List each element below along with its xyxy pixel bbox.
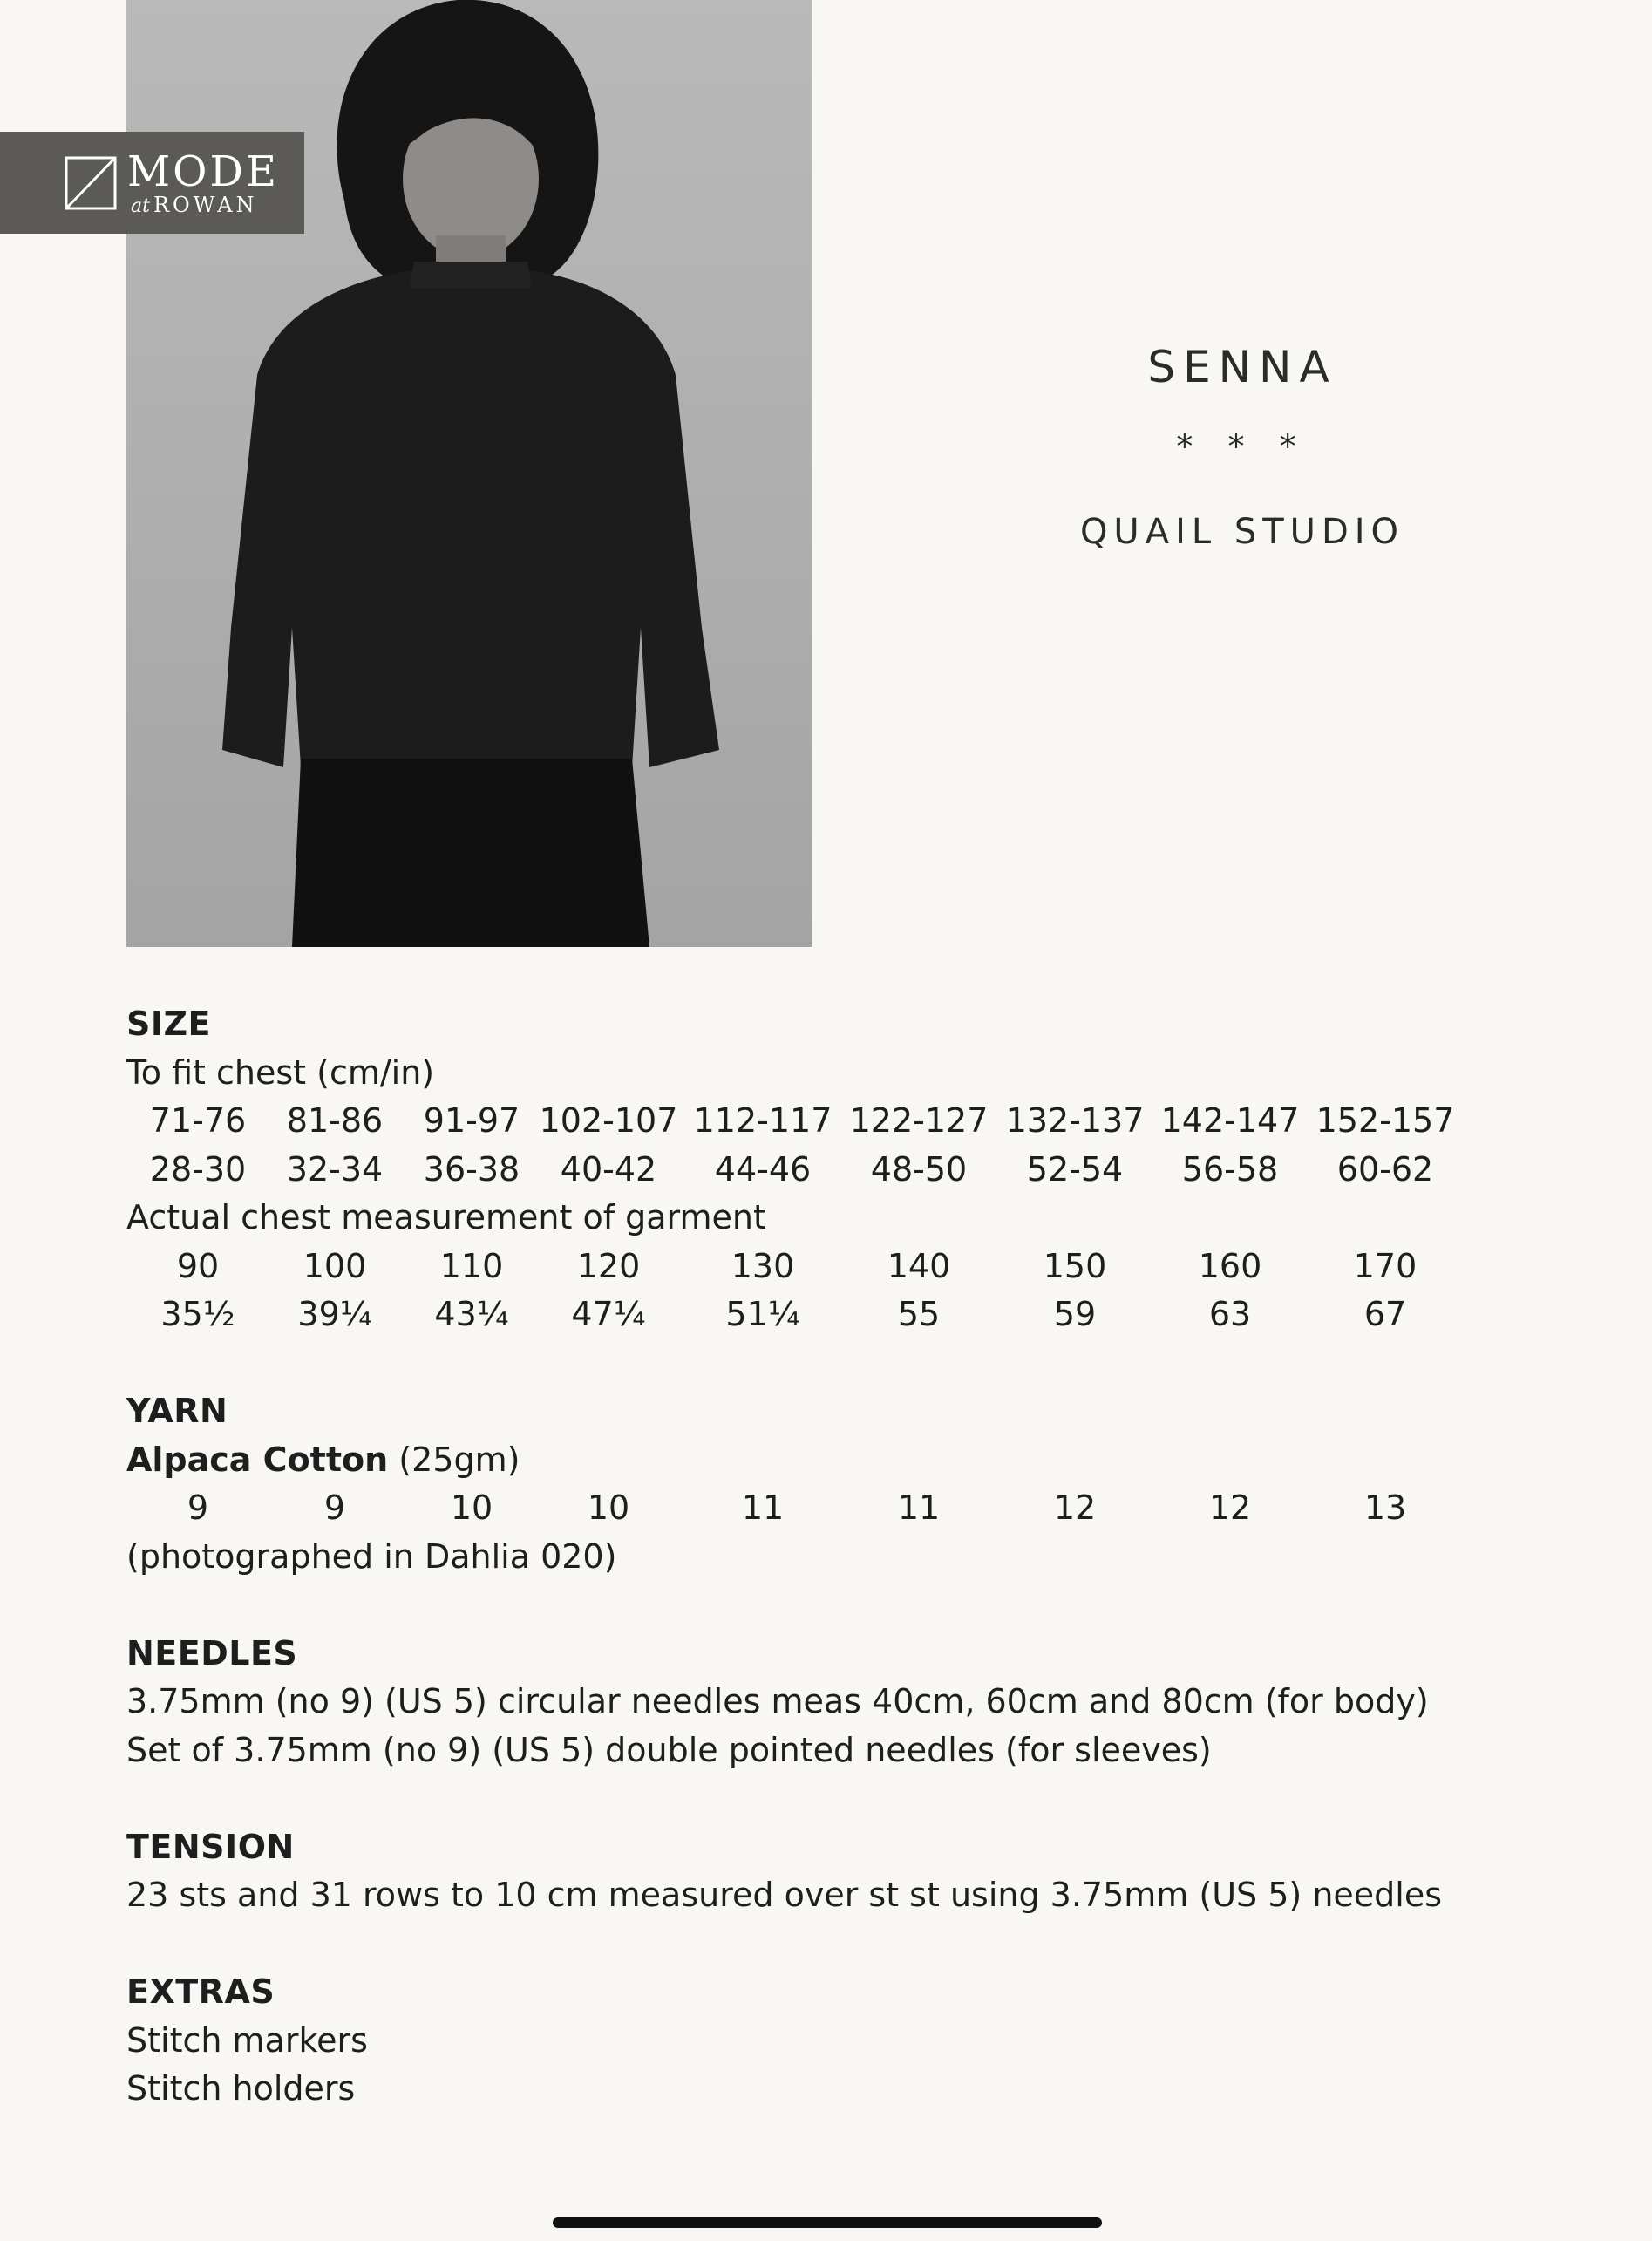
yarn-name: Alpaca Cotton — [126, 1440, 389, 1479]
actual-chest-in-row — [126, 1291, 1521, 1339]
size-column-value: 40-42 — [560, 1149, 657, 1189]
size-column-value: 67 — [1363, 1295, 1407, 1333]
size-column-value: 100 — [303, 1246, 367, 1285]
size-column-value: 90 — [176, 1246, 220, 1285]
size-column-value: 56-58 — [1181, 1149, 1279, 1189]
fit-chest-cm-row — [126, 1097, 1521, 1146]
size-column-value: 11 — [897, 1488, 941, 1527]
actual-chest-cm-row — [126, 1243, 1521, 1291]
needles-line: Set of 3.75mm (no 9) (US 5) double pointed needles (for sleeves) — [126, 1730, 1212, 1769]
size-column-value: 12 — [1208, 1488, 1252, 1527]
size-column-value: 120 — [576, 1246, 641, 1285]
size-column-value: 130 — [731, 1246, 795, 1285]
needles-line: 3.75mm (no 9) (US 5) circular needles meas 40cm, 60cm and 80cm (for body) — [126, 1682, 1429, 1720]
logo-sub-name: ROWAN — [153, 193, 258, 217]
tension-text: 23 sts and 31 rows to 10 cm measured over st st using 3.75mm (US 5) needles — [126, 1876, 1443, 1914]
size-column-value: 160 — [1198, 1246, 1262, 1285]
size-column-value: 142-147 — [1160, 1101, 1300, 1140]
size-column-value: 11 — [741, 1488, 785, 1527]
pattern-details — [126, 1000, 1521, 2114]
size-column-value: 122-127 — [849, 1101, 989, 1140]
logo-subtitle — [131, 194, 258, 218]
logo-prefix: at — [131, 195, 150, 217]
pattern-title: SENNA — [1147, 342, 1337, 392]
size-column-value: 59 — [1053, 1295, 1097, 1333]
yarn-heading: YARN — [126, 1392, 228, 1430]
yarn-note: (photographed in Dahlia 020) — [126, 1536, 617, 1576]
brand-logo — [0, 132, 304, 234]
size-column-value: 10 — [450, 1488, 493, 1527]
size-column-value: 91-97 — [423, 1101, 520, 1140]
extras-heading: EXTRAS — [126, 1972, 275, 2011]
size-column-value: 32-34 — [286, 1149, 384, 1189]
extras-item: Stitch markers — [126, 2020, 368, 2060]
title-stars: * * * — [1176, 427, 1309, 466]
size-column-value: 81-86 — [286, 1101, 384, 1140]
size-column-value: 55 — [897, 1295, 941, 1333]
size-column-value: 47¼ — [571, 1295, 646, 1333]
size-column-value: 52-54 — [1026, 1149, 1124, 1189]
size-column-value: 39¼ — [297, 1295, 372, 1333]
logo-mark-icon — [65, 156, 117, 210]
size-column-value: 132-137 — [1005, 1101, 1145, 1140]
size-column-value: 28-30 — [149, 1149, 247, 1189]
size-column-value: 36-38 — [423, 1149, 520, 1189]
yarn-name-line — [126, 1436, 1521, 1485]
size-column-value: 140 — [887, 1246, 951, 1285]
extras-item: Stitch holders — [126, 2069, 356, 2108]
tension-heading: TENSION — [126, 1827, 295, 1866]
size-column-value: 110 — [439, 1246, 504, 1285]
size-heading: SIZE — [126, 1005, 212, 1043]
size-column-value: 152-157 — [1315, 1101, 1455, 1140]
size-column-value: 10 — [587, 1488, 630, 1527]
yarn-weight: (25gm) — [398, 1440, 520, 1479]
fit-chest-label: To fit chest (cm/in) — [126, 1052, 435, 1092]
fit-chest-in-row — [126, 1146, 1521, 1195]
size-column-value: 9 — [323, 1488, 346, 1527]
size-column-value: 71-76 — [149, 1101, 247, 1140]
size-column-value: 35½ — [160, 1295, 235, 1333]
size-column-value: 13 — [1363, 1488, 1407, 1527]
size-column-value: 12 — [1053, 1488, 1097, 1527]
size-column-value: 51¼ — [725, 1295, 800, 1333]
size-column-value: 60-62 — [1336, 1149, 1434, 1189]
size-column-value: 150 — [1043, 1246, 1107, 1285]
size-column-value: 170 — [1353, 1246, 1417, 1285]
size-column-value: 63 — [1208, 1295, 1252, 1333]
size-column-value: 48-50 — [870, 1149, 968, 1189]
size-column-value: 112-117 — [693, 1101, 833, 1140]
needles-heading: NEEDLES — [126, 1633, 298, 1672]
logo-name: MODE — [127, 147, 280, 196]
home-indicator[interactable] — [553, 2217, 1102, 2228]
size-column-value: 9 — [187, 1488, 209, 1527]
designer-name: QUAIL STUDIO — [1079, 512, 1405, 552]
actual-chest-label: Actual chest measurement of garment — [126, 1198, 766, 1236]
size-column-value: 102-107 — [539, 1101, 678, 1140]
size-column-value: 43¼ — [434, 1295, 509, 1333]
yarn-quantities-row — [126, 1484, 1521, 1533]
size-column-value: 44-46 — [714, 1149, 812, 1189]
